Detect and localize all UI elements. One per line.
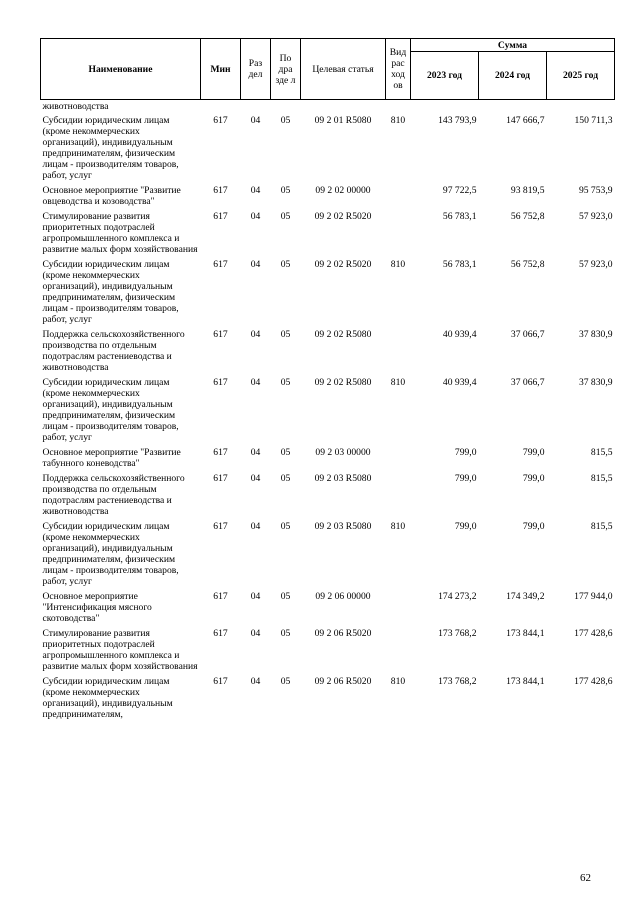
table-row — [41, 209, 615, 257]
row-name: Субсидии юридическим лицам (кроме некоммерческих организаций), индивидуальным предпринимателям, — [42, 676, 173, 720]
row-podrazdel: 05 — [280, 377, 291, 388]
row-name: Субсидии юридическим лицам (кроме некоммерческих организаций), индивидуальным предпринимателям, физическим лицам - производителям товаров, работ, услуг — [42, 259, 179, 325]
row-2025: 37 830,9 — [578, 329, 613, 340]
row-vid — [386, 471, 411, 519]
row-2024: 56 752,8 — [510, 211, 545, 222]
header-podrazdel: По дра зде л — [271, 39, 301, 100]
row-target: 09 2 02 00000 — [315, 185, 371, 196]
table-row — [41, 589, 615, 626]
row-target: 09 2 03 00000 — [315, 447, 371, 458]
row-name: Субсидии юридическим лицам (кроме некоммерческих организаций), индивидуальным предпринимателям, физическим лицам - производителям товаров, работ, услуг — [42, 377, 179, 443]
row-2025: 177 428,6 — [574, 628, 613, 639]
row-target: 09 2 01 R5080 — [314, 115, 372, 126]
table-row — [41, 626, 615, 674]
row-min: 617 — [213, 185, 228, 196]
row-name: Поддержка сельскохозяйственного производства по отдельным подотраслям растениеводства и животноводства — [42, 329, 185, 373]
row-2025: 150 711,3 — [574, 115, 613, 126]
row-2025: 177 944,0 — [574, 591, 613, 602]
header-razdel: Раз дел — [241, 39, 271, 100]
continuation-row — [41, 100, 615, 114]
row-2023: 174 273,2 — [438, 591, 477, 602]
row-2023: 799,0 — [454, 521, 477, 532]
row-target: 09 2 06 R5020 — [314, 628, 372, 639]
row-min: 617 — [213, 473, 228, 484]
row-2023: 799,0 — [454, 447, 477, 458]
row-2024: 174 349,2 — [506, 591, 545, 602]
header-target: Целевая статья — [301, 39, 386, 100]
row-vid: 810 — [390, 115, 406, 126]
table-body — [41, 100, 615, 723]
row-razdel: 04 — [250, 591, 261, 602]
row-podrazdel: 05 — [280, 211, 291, 222]
row-2025: 815,5 — [590, 473, 613, 484]
row-razdel: 04 — [250, 521, 261, 532]
row-name: Стимулирование развития приоритетных подотраслей агропромышленного комплекса и развитие малых форм хозяйствования — [42, 628, 198, 672]
page-number: 62 — [580, 872, 591, 884]
row-target: 09 2 03 R5080 — [314, 521, 372, 532]
row-podrazdel: 05 — [280, 329, 291, 340]
row-2024: 37 066,7 — [510, 329, 545, 340]
row-razdel: 04 — [250, 628, 261, 639]
table-row — [41, 183, 615, 209]
row-vid — [386, 589, 411, 626]
row-podrazdel: 05 — [280, 628, 291, 639]
row-podrazdel: 05 — [280, 447, 291, 458]
row-2025: 57 923,0 — [578, 211, 613, 222]
row-razdel: 04 — [250, 259, 261, 270]
row-2024: 173 844,1 — [506, 628, 545, 639]
row-2023: 97 722,5 — [442, 185, 477, 196]
row-name: Основное мероприятие "Развитие табунного коневодства" — [42, 447, 181, 469]
row-2023: 40 939,4 — [442, 377, 477, 388]
row-razdel: 04 — [250, 211, 261, 222]
row-name: Стимулирование развития приоритетных подотраслей агропромышленного комплекса и развитие малых форм хозяйствования — [42, 211, 198, 255]
row-2025: 37 830,9 — [578, 377, 613, 388]
row-podrazdel: 05 — [280, 521, 291, 532]
row-2023: 143 793,9 — [438, 115, 477, 126]
row-vid — [386, 445, 411, 471]
row-target: 09 2 03 R5080 — [314, 473, 372, 484]
row-2024: 147 666,7 — [506, 115, 545, 126]
header-2024: 2024 год — [479, 52, 547, 100]
row-vid — [386, 183, 411, 209]
row-target: 09 2 02 R5020 — [314, 259, 372, 270]
row-2025: 57 923,0 — [578, 259, 613, 270]
row-razdel: 04 — [250, 676, 261, 687]
table-row — [41, 471, 615, 519]
row-2024: 799,0 — [522, 447, 545, 458]
row-razdel: 04 — [250, 115, 261, 126]
row-vid — [386, 327, 411, 375]
row-2025: 177 428,6 — [574, 676, 613, 687]
row-2025: 815,5 — [590, 447, 613, 458]
row-min: 617 — [213, 676, 228, 687]
row-target: 09 2 06 00000 — [315, 591, 371, 602]
header-2023: 2023 год — [411, 52, 479, 100]
continuation-text: животноводства — [42, 101, 109, 112]
row-vid: 810 — [390, 676, 406, 687]
header-2025: 2025 год — [547, 52, 615, 100]
row-target: 09 2 02 R5080 — [314, 329, 372, 340]
row-min: 617 — [213, 521, 228, 532]
row-min: 617 — [213, 591, 228, 602]
header-vid: Вид рас ход ов — [386, 39, 411, 100]
row-vid: 810 — [390, 377, 406, 388]
row-2023: 56 783,1 — [442, 211, 477, 222]
row-2024: 799,0 — [522, 473, 545, 484]
table-row — [41, 519, 615, 589]
row-razdel: 04 — [250, 473, 261, 484]
row-2023: 56 783,1 — [442, 259, 477, 270]
row-2023: 173 768,2 — [438, 628, 477, 639]
table-row — [41, 257, 615, 327]
row-2025: 95 753,9 — [578, 185, 613, 196]
row-target: 09 2 06 R5020 — [314, 676, 372, 687]
row-podrazdel: 05 — [280, 473, 291, 484]
row-name: Поддержка сельскохозяйственного производства по отдельным подотраслям растениеводства и животноводства — [42, 473, 185, 517]
row-vid — [386, 626, 411, 674]
header-min: Мин — [201, 39, 241, 100]
table-row — [41, 327, 615, 375]
row-target: 09 2 02 R5020 — [314, 211, 372, 222]
table-row — [41, 674, 615, 722]
row-min: 617 — [213, 329, 228, 340]
table-row — [41, 445, 615, 471]
row-podrazdel: 05 — [280, 259, 291, 270]
header-sum: Сумма — [411, 39, 615, 52]
row-2024: 37 066,7 — [510, 377, 545, 388]
row-razdel: 04 — [250, 377, 261, 388]
row-razdel: 04 — [250, 185, 261, 196]
row-podrazdel: 05 — [280, 115, 291, 126]
row-vid: 810 — [390, 259, 406, 270]
row-2024: 173 844,1 — [506, 676, 545, 687]
row-min: 617 — [213, 115, 228, 126]
budget-table — [40, 38, 615, 722]
row-podrazdel: 05 — [280, 185, 291, 196]
row-2024: 56 752,8 — [510, 259, 545, 270]
row-vid — [386, 209, 411, 257]
row-name: Субсидии юридическим лицам (кроме некоммерческих организаций), индивидуальным предпринимателям, физическим лицам - производителям товаров, работ, услуг — [42, 115, 179, 181]
row-2023: 173 768,2 — [438, 676, 477, 687]
row-min: 617 — [213, 628, 228, 639]
table-row — [41, 113, 615, 183]
row-vid: 810 — [390, 521, 406, 532]
row-2024: 799,0 — [522, 521, 545, 532]
row-target: 09 2 02 R5080 — [314, 377, 372, 388]
row-2023: 40 939,4 — [442, 329, 477, 340]
row-name: Основное мероприятие "Развитие овцеводства и козоводства" — [42, 185, 181, 207]
row-name: Основное мероприятие "Интенсификация мясного скотоводства" — [42, 591, 152, 624]
header-name: Наименование — [41, 39, 201, 100]
row-min: 617 — [213, 211, 228, 222]
table-header — [41, 39, 615, 100]
row-podrazdel: 05 — [280, 591, 291, 602]
row-2025: 815,5 — [590, 521, 613, 532]
table-row — [41, 375, 615, 445]
row-name: Субсидии юридическим лицам (кроме некоммерческих организаций), индивидуальным предпринимателям, физическим лицам - производителям товаров, работ, услуг — [42, 521, 179, 587]
row-razdel: 04 — [250, 447, 261, 458]
row-min: 617 — [213, 377, 228, 388]
row-2024: 93 819,5 — [510, 185, 545, 196]
row-razdel: 04 — [250, 329, 261, 340]
row-min: 617 — [213, 447, 228, 458]
row-2023: 799,0 — [454, 473, 477, 484]
row-min: 617 — [213, 259, 228, 270]
row-podrazdel: 05 — [280, 676, 291, 687]
